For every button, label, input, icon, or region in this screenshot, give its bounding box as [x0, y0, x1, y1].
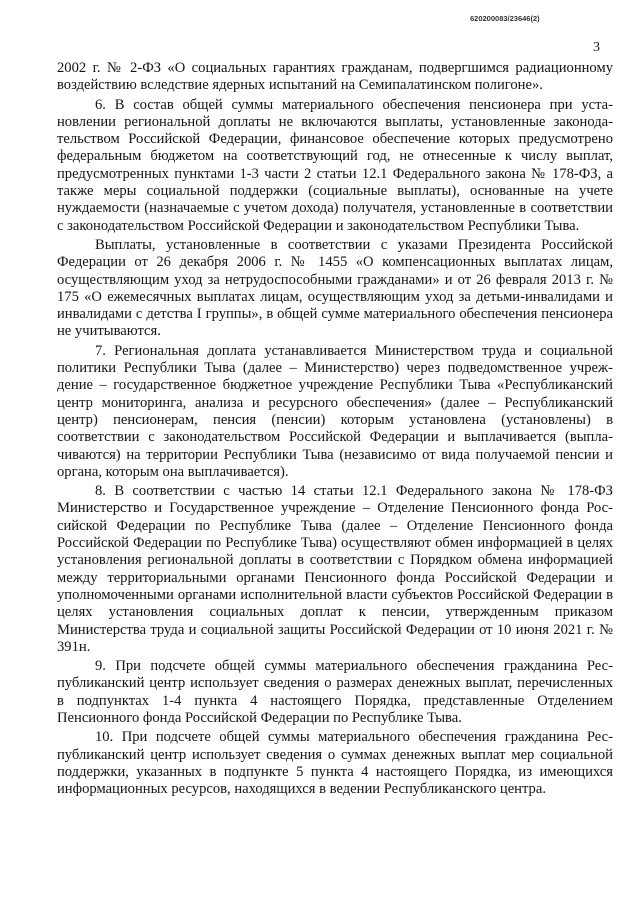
paragraph-10: 10. При подсчете общей суммы материального обеспечения гражданина Республиканский центр использует сведения о суммах денежных выплат мер социальной поддержки, указанных в подпункте 5 пункта 4 настоящего Порядка, из имеющихся информационных ресурсов, находящихся в ведении Республиканского центра. — [57, 729, 613, 798]
document-body — [57, 60, 613, 798]
paragraph-continuation: 2002 г. № 2-ФЗ «О социальных гарантиях гражданам, подвергшимся радиационному воздействию вследствие ядерных испытаний на Семипалатинском полигоне». — [57, 60, 613, 94]
paragraph-8: 8. В соответствии с частью 14 статьи 12.1 Федерального закона № 178-ФЗ Министерство и Государственное учреждение – Отделение Пенсионного фонда Российской Федерации по Республике Тыва (далее – Отделение Пенсионного фонда Российской Федерации по Республике Тыва) осуществляют обмен информацией в целях установления региональной доплаты в соответствии с Порядком обмена информацией между территориальными органами Пенсионного фонда Российской Федерации и уполномоченными органами исполнительной власти субъектов Российской Федерации в целях установления социальных доплат к пенсии, утвержденным приказом Министерства труда и социальной защиты Российской Федерации от 10 июня 2021 г. № 391н. — [57, 483, 613, 655]
paragraph-6: 6. В состав общей суммы материального обеспечения пенсионера при установлении региональной доплаты не включаются выплаты, установленные законодательством Российской Федерации, финансовое обеспечение которых предусмотрено федеральным бюджетом на соответствующий год, не отнесенные к числу выплат, предусмотренных пунктами 1-3 части 2 статьи 12.1 Федерального закона № 178-ФЗ, а также меры социальной поддержки (социальные выплаты), основанные на учете нуждаемости (назначаемые с учетом дохода) получателя, установленные в соответствии с законодательством Российской Федерации и законодательством Республики Тыва. — [57, 96, 613, 234]
page-number: 3 — [593, 40, 600, 55]
paragraph-9: 9. При подсчете общей суммы материального обеспечения гражданина Республиканский центр использует сведения о размерах денежных выплат, перечисленных в подпунктах 1-4 пункта 4 настоящего Порядка, представленные Отделением Пенсионного фонда Российской Федерации по Республике Тыва. — [57, 658, 613, 726]
paragraph-6-decrees: Выплаты, установленные в соответствии с указами Президента Российской Федерации от 26 декабря 2006 г. № 1455 «О компенсационных выплатах лицам, осуществляющим уход за нетрудоспособными гражданами» и от 26 февраля 2013 г. № 175 «О ежемесячных выплатах лицам, осуществляющим уход за детьми-инвалидами и инвалидами с детства I группы», в общей сумме материального обеспечения пенсионера не учитываются. — [57, 236, 613, 340]
paragraph-7: 7. Региональная доплата устанавливается Министерством труда и социальной политики Республики Тыва (далее – Министерство) через подведомственное учреждение – государственное бюджетное учреждение Республики Тыва «Республиканский центр мониторинга, анализа и ресурсного обеспечения» (далее – Республиканский центр) пенсионерам, пенсия (пенсии) которым установлена (установлены) в соответствии с законодательством Российской Федерации и выплачивается (выплачиваются) на территории Республики Тыва (независимо от вида получаемой пенсии и органа, которым она выплачивается). — [57, 342, 613, 480]
document-id: 620200083/23646(2) — [470, 14, 540, 23]
